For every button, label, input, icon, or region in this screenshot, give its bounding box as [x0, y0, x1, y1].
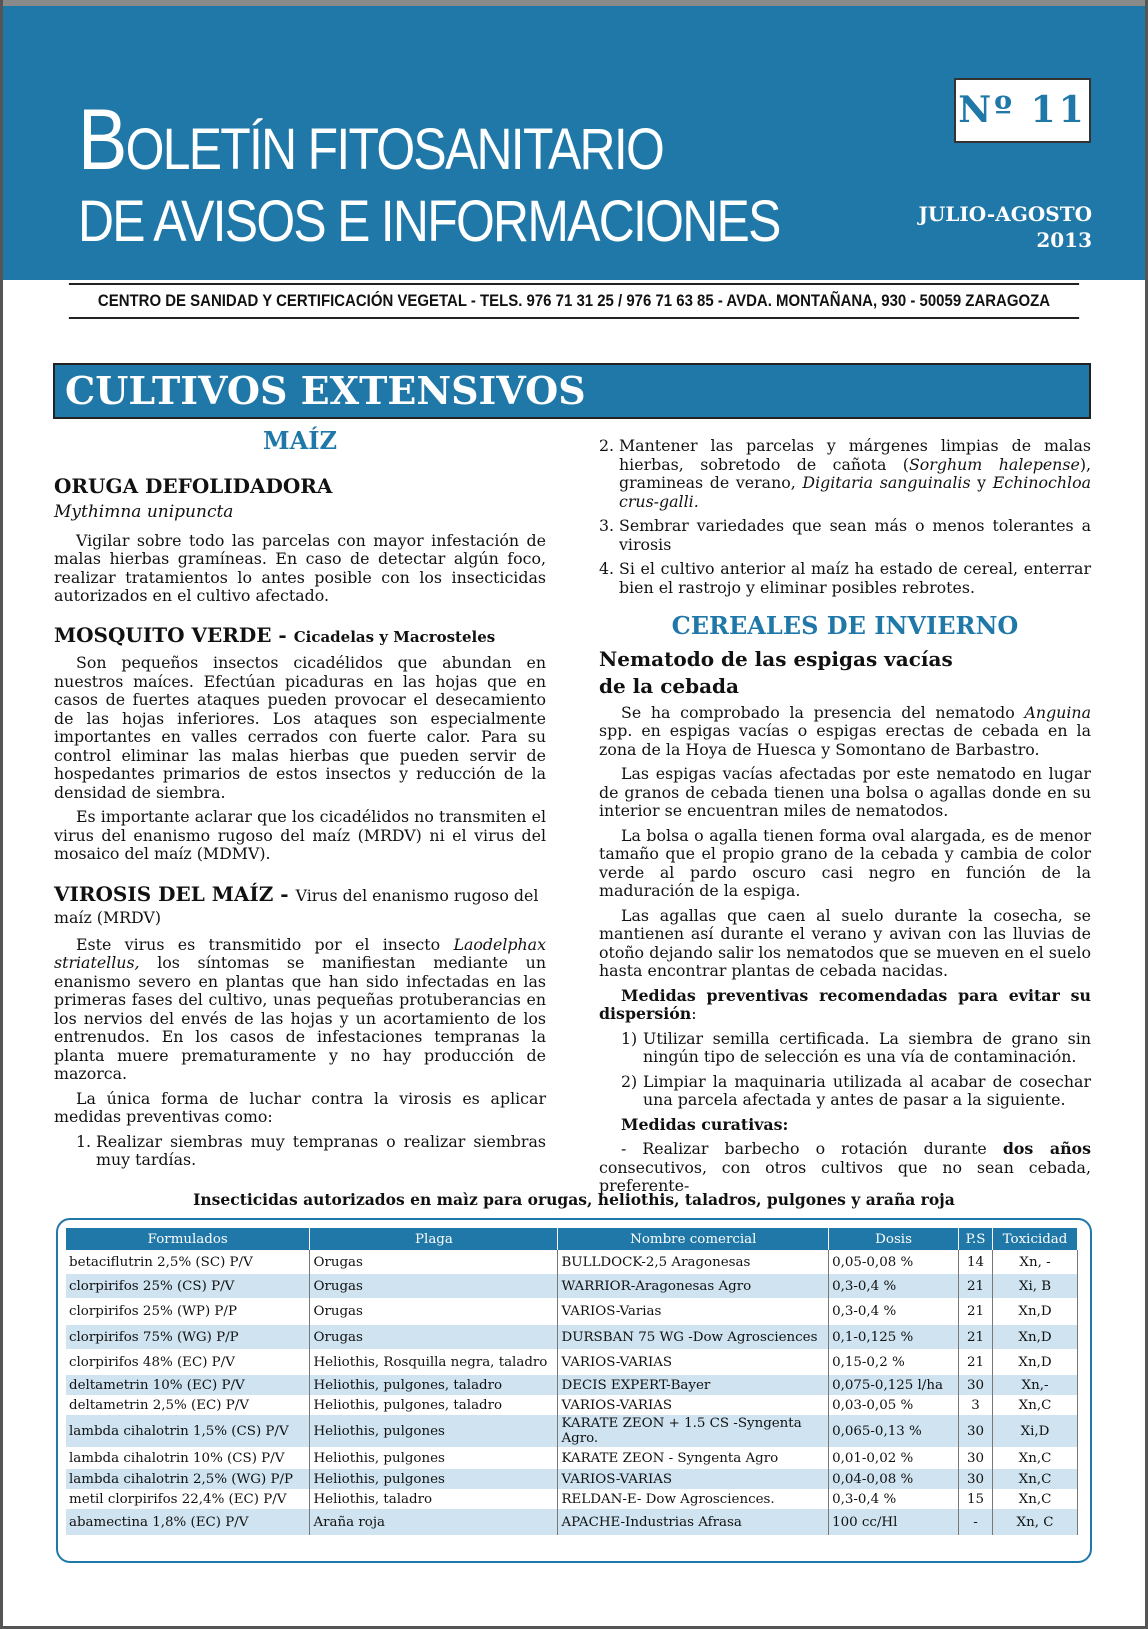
bulletin-title-line2: DE AVISOS E INFORMACIONES [78, 189, 780, 254]
table-cell: clorpirifos 75% (WG) P/P [66, 1325, 310, 1349]
issue-year: 2013 [1036, 228, 1092, 252]
column-header: Formulados [66, 1228, 310, 1250]
table-cell: VARIOS-VARIAS [558, 1349, 829, 1375]
title-rest: OLETÍN FITOSANITARIO [125, 117, 664, 182]
paragraph: La única forma de luchar contra la virosis es aplicar medidas preventivas como: [54, 1088, 546, 1126]
table-cell: Xn,C [993, 1395, 1078, 1415]
paragraph: Las agallas que caen al suelo durante la cosecha, se mantienen así durante el verano y avivan con las lluvias de otoño dejando salir los nematodos que se mueven en el suelo hasta encontrar plantas de cebada nacidas. [599, 905, 1091, 980]
table-cell: 0,3-0,4 % [829, 1298, 959, 1325]
table-cell: clorpirifos 48% (EC) P/V [66, 1349, 310, 1375]
table-cell: 21 [959, 1325, 993, 1349]
table-cell: - [959, 1509, 993, 1535]
table-row [66, 1375, 1078, 1395]
table-cell: APACHE-Industrias Afrasa [558, 1509, 829, 1535]
bulletin-title-line1 [78, 91, 663, 190]
table-row [66, 1415, 1078, 1447]
paragraph: Las espigas vacías afectadas por este nematodo en lugar de granos de cebada tienen una bolsa o agallas donde en su interior se encuentran miles de nematodos. [599, 764, 1091, 820]
table-cell: 14 [959, 1250, 993, 1274]
pest-subtitle: Cicadelas y Macrosteles [293, 627, 496, 646]
table-cell: 0,03-0,05 % [829, 1395, 959, 1415]
paragraph: - Realizar barbecho o rotación durante dos años consecutivos, con otros cultivos que no sean cebada, preferente- [599, 1139, 1091, 1195]
list-item: 4. Si el cultivo anterior al maíz ha estado de cereal, enterrar bien el rastrojo y eliminar posibles rebrotes. [599, 559, 1091, 597]
table-cell: 0,05-0,08 % [829, 1250, 959, 1274]
left-column [54, 426, 546, 1176]
table-cell: Xn,D [993, 1298, 1078, 1325]
table-cell: Heliothis, pulgones, taladro [310, 1375, 558, 1395]
column-header: P.S [959, 1228, 993, 1250]
insecticides-table [66, 1228, 1078, 1535]
table-cell: Xn,C [993, 1489, 1078, 1509]
table-cell: Heliothis, pulgones [310, 1447, 558, 1469]
table-cell: 0,04-0,08 % [829, 1469, 959, 1489]
paragraph: Son pequeños insectos cicadélidos que abundan en nuestros maíces. Efectúan picaduras en las hojas que en casos de fuertes ataques pueden provocar el desecamiento de las hojas inferiores. Los ataques son especialmente importantes en valles cerrados con fuerte calor. Para su control eliminar las malas hierbas que pueden servir de hospedantes primarios de estos insectos y reducción de la densidad de siembra. [54, 653, 546, 802]
list-item: 3. Sembrar variedades que sean más o menos tolerantes a virosis [599, 516, 1091, 554]
table-cell: Xn,D [993, 1325, 1078, 1349]
issue-period: JULIO-AGOSTO [918, 202, 1092, 226]
table-cell: DECIS EXPERT-Bayer [558, 1375, 829, 1395]
table-cell: 0,3-0,4 % [829, 1274, 959, 1298]
section-title: CULTIVOS EXTENSIVOS [53, 363, 1091, 419]
table-cell: lambda cihalotrin 2,5% (WG) P/P [66, 1469, 310, 1489]
table-cell: BULLDOCK-2,5 Aragonesas [558, 1250, 829, 1274]
table-cell: 15 [959, 1489, 993, 1509]
table-row [66, 1250, 1078, 1274]
table-cell: 0,065-0,13 % [829, 1415, 959, 1447]
paragraph: Vigilar sobre todo las parcelas con mayor infestación de malas hierbas gramíneas. En caso de detectar algún foco, realizar tratamientos lo antes posible con los insecticidas autorizados en el cultivo afectado. [54, 530, 546, 605]
table-cell: Heliothis, pulgones, taladro [310, 1395, 558, 1415]
table-cell: DURSBAN 75 WG -Dow Agrosciences [558, 1325, 829, 1349]
curative-heading: Medidas curativas: [621, 1114, 789, 1134]
table-cell: Orugas [310, 1325, 558, 1349]
title-initial: B [78, 92, 126, 188]
table-cell: clorpirifos 25% (CS) P/V [66, 1274, 310, 1298]
table-cell: Xn,C [993, 1447, 1078, 1469]
table-cell: Xi,D [993, 1415, 1078, 1447]
table-header-row [66, 1228, 1078, 1250]
pest-scientific-name: Mythimna unipuncta [54, 502, 234, 522]
table-cell: VARIOS-Varias [558, 1298, 829, 1325]
pest-title-text: MOSQUITO VERDE - [54, 622, 294, 647]
table-cell: Heliothis, Rosquilla negra, taladro [310, 1349, 558, 1375]
pest-title-virosis [54, 881, 546, 928]
header-band [0, 0, 1148, 280]
scientific-name: Laodelphax striatellus, [54, 934, 546, 972]
table-cell: 30 [959, 1447, 993, 1469]
table-cell: VARIOS-VARIAS [558, 1395, 829, 1415]
table-cell: 0,3-0,4 % [829, 1489, 959, 1509]
preventive-list [621, 1030, 1091, 1110]
issue-number: Nº 11 [954, 78, 1091, 143]
table-cell: 0,15-0,2 % [829, 1349, 959, 1375]
table-cell: abamectina 1,8% (EC) P/V [66, 1509, 310, 1535]
table-row [66, 1349, 1078, 1375]
crop-title-maiz: MAÍZ [263, 426, 337, 455]
table-cell: 0,01-0,02 % [829, 1447, 959, 1469]
paragraph: Se ha comprobado la presencia del nematodo Anguina spp. en espigas vacías o espigas erectas de cebada en la zona de la Hoya de Huesca y Somontano de Barbastro. [599, 702, 1091, 759]
table-cell: 30 [959, 1469, 993, 1489]
list-item: 1. Realizar siembras muy tempranas o realizar siembras muy tardías. [76, 1131, 546, 1169]
crop-title-cereales: CEREALES DE INVIERNO [671, 611, 1019, 640]
table-cell: deltametrin 2,5% (EC) P/V [66, 1395, 310, 1415]
table-cell: Xn, C [993, 1509, 1078, 1535]
table-cell: 21 [959, 1274, 993, 1298]
table-cell: Heliothis, pulgones [310, 1415, 558, 1447]
table-cell: Xi, B [993, 1274, 1078, 1298]
list-item: 2) Limpiar la maquinaria utilizada al acabar de cosechar una parcela afectada y antes de pasar a la siguiente. [621, 1071, 1091, 1109]
table-cell: betaciflutrin 2,5% (SC) P/V [66, 1250, 310, 1274]
table-cell: Orugas [310, 1250, 558, 1274]
table-cell: Xn, - [993, 1250, 1078, 1274]
table-row [66, 1469, 1078, 1489]
table-title: Insecticidas autorizados en maìz para orugas, heliothis, taladros, pulgones y araña roja [193, 1190, 955, 1209]
table-row [66, 1298, 1078, 1325]
pest-title-nematodo: Nematodo de las espigas vacías de la cebada [599, 646, 953, 698]
table-cell: 0,075-0,125 l/ha [829, 1375, 959, 1395]
table-cell: KARATE ZEON - Syngenta Agro [558, 1447, 829, 1469]
numbered-list [76, 1133, 546, 1170]
column-header: Toxicidad [993, 1228, 1078, 1250]
table-cell: KARATE ZEON + 1.5 CS -Syngenta Agro. [558, 1415, 829, 1447]
table-row [66, 1447, 1078, 1469]
table-cell: Orugas [310, 1274, 558, 1298]
column-header: Plaga [310, 1228, 558, 1250]
right-column [599, 437, 1091, 1202]
table-cell: Orugas [310, 1298, 558, 1325]
table-cell: 100 cc/Hl [829, 1509, 959, 1535]
table-cell: Heliothis, taladro [310, 1489, 558, 1509]
numbered-list [599, 437, 1091, 597]
table-cell: 21 [959, 1298, 993, 1325]
table-cell: deltametrin 10% (EC) P/V [66, 1375, 310, 1395]
list-item: 1) Utilizar semilla certificada. La siembra de grano sin ningún tipo de selección es una vía de contaminación. [621, 1028, 1091, 1066]
table-cell: 30 [959, 1415, 993, 1447]
paragraph: Es importante aclarar que los cicadélidos no transmiten el virus del enanismo rugoso del maíz (MRDV) ni el virus del mosaico del maíz (MDMV). [54, 807, 546, 863]
address-line: CENTRO DE SANIDAD Y CERTIFICACIÓN VEGETAL - TELS. 976 71 31 25 / 976 71 63 85 - AVDA. MONTAÑANA, 930 - 50059 ZARAGOZA [69, 283, 1079, 319]
column-header: Nombre comercial [558, 1228, 829, 1250]
table-cell: lambda cihalotrin 1,5% (CS) P/V [66, 1415, 310, 1447]
table-row [66, 1509, 1078, 1535]
pest-title-mosquito [54, 622, 546, 647]
pest-subtitle: Virus del enanismo rugoso del maíz (MRDV) [54, 885, 539, 927]
table-cell: lambda cihalotrin 10% (CS) P/V [66, 1447, 310, 1469]
pest-title-oruga: ORUGA DEFOLIDADORA [54, 473, 333, 498]
table-cell: RELDAN-E- Dow Agrosciences. [558, 1489, 829, 1509]
table-row [66, 1274, 1078, 1298]
table-cell: metil clorpirifos 22,4% (EC) P/V [66, 1489, 310, 1509]
table-cell: Xn,- [993, 1375, 1078, 1395]
pest-title-text: VIROSIS DEL MAÍZ - [54, 881, 296, 906]
list-item: 2. Mantener las parcelas y márgenes limpias de malas hierbas, sobretodo de cañota (Sorghum halepense), gramineas de verano, Digitaria sanguinalis y Echinochloa crus-galli. [599, 436, 1091, 511]
table-cell: Araña roja [310, 1509, 558, 1535]
table-cell: Xn,D [993, 1349, 1078, 1375]
table-cell: WARRIOR-Aragonesas Agro [558, 1274, 829, 1298]
table-row [66, 1395, 1078, 1415]
table-cell: clorpirifos 25% (WP) P/P [66, 1298, 310, 1325]
table-cell: Xn,C [993, 1469, 1078, 1489]
table-cell: 30 [959, 1375, 993, 1395]
table-cell: 3 [959, 1395, 993, 1415]
table-row [66, 1489, 1078, 1509]
paragraph: Este virus es transmitido por el insecto Laodelphax striatellus, los síntomas se manifiestan mediante un enanismo severo en plantas que han sido infectadas en las primeras fases del cultivo, unas pequeñas protuberancias en los nervios del envés de las hojas y un acortamiento de los entrenudos. En los casos de infestaciones tempranas la planta muere prematuramente y no hay producción de mazorca. [54, 934, 546, 1083]
table-cell: 21 [959, 1349, 993, 1375]
paragraph: La bolsa o agalla tienen forma oval alargada, es de menor tamaño que el propio grano de la cebada y cambia de color verde al pardo oscuro casi negro en función de la maduración de la espiga. [599, 825, 1091, 900]
column-header: Dosis [829, 1228, 959, 1250]
table-cell: 0,1-0,125 % [829, 1325, 959, 1349]
preventive-heading: Medidas preventivas recomendadas para evitar su dispersión: [599, 985, 1091, 1023]
table-row [66, 1325, 1078, 1349]
issue-date [918, 201, 1092, 253]
table-cell: VARIOS-VARIAS [558, 1469, 829, 1489]
table-cell: Heliothis, pulgones [310, 1469, 558, 1489]
